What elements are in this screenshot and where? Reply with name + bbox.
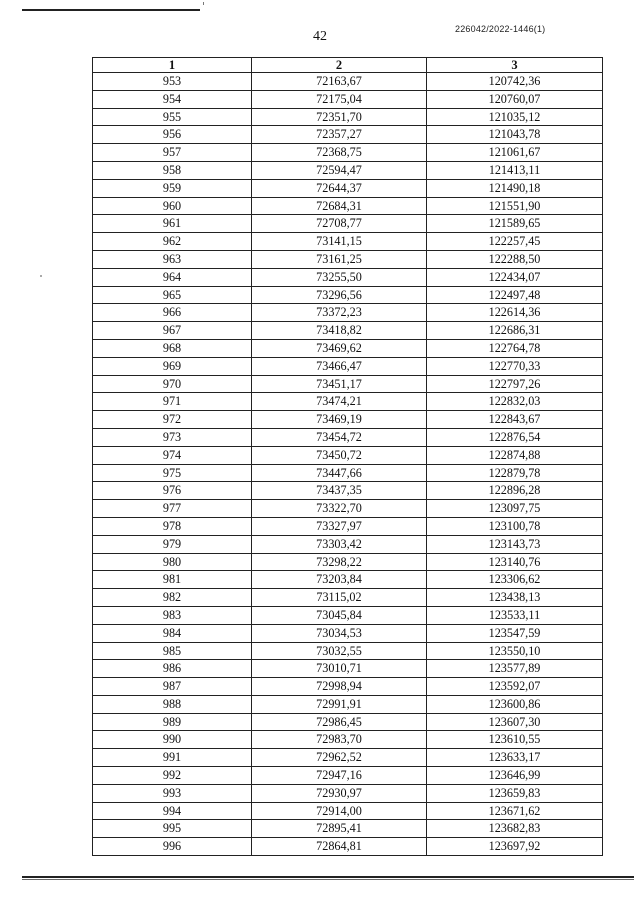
table-cell-col-3: 121551,90 <box>427 197 603 215</box>
table-row <box>93 215 603 233</box>
table-cell-col-1: 959 <box>93 179 252 197</box>
table-cell-col-1: 995 <box>93 820 252 838</box>
table-body <box>93 73 603 856</box>
table-row <box>93 820 603 838</box>
table-row <box>93 411 603 429</box>
table-row <box>93 428 603 446</box>
table-row <box>93 233 603 251</box>
table-cell-col-3: 123697,92 <box>427 838 603 856</box>
table-cell-col-3: 123633,17 <box>427 749 603 767</box>
table-cell-col-2: 72895,41 <box>252 820 427 838</box>
table-cell-col-1: 972 <box>93 411 252 429</box>
table-cell-col-3: 122614,36 <box>427 304 603 322</box>
table-row <box>93 517 603 535</box>
table-cell-col-1: 958 <box>93 161 252 179</box>
table-cell-col-1: 956 <box>93 126 252 144</box>
table-cell-col-2: 73032,55 <box>252 642 427 660</box>
table-cell-col-2: 73045,84 <box>252 606 427 624</box>
table-cell-col-2: 72998,94 <box>252 678 427 696</box>
coordinates-table <box>92 57 603 856</box>
table-cell-col-3: 122686,31 <box>427 322 603 340</box>
table-row <box>93 535 603 553</box>
scan-speck <box>40 275 42 277</box>
table-row <box>93 446 603 464</box>
table-row <box>93 784 603 802</box>
table-row <box>93 660 603 678</box>
table-cell-col-2: 73418,82 <box>252 322 427 340</box>
table-row <box>93 393 603 411</box>
table-cell-col-3: 121490,18 <box>427 179 603 197</box>
table-row <box>93 606 603 624</box>
table-cell-col-2: 72684,31 <box>252 197 427 215</box>
table-cell-col-2: 73322,70 <box>252 500 427 518</box>
table-cell-col-2: 72864,81 <box>252 838 427 856</box>
column-header-2: 2 <box>252 58 427 73</box>
table-cell-col-1: 968 <box>93 339 252 357</box>
table-row <box>93 126 603 144</box>
table-cell-col-2: 73298,22 <box>252 553 427 571</box>
table-cell-col-3: 123659,83 <box>427 784 603 802</box>
table-cell-col-3: 123592,07 <box>427 678 603 696</box>
table-cell-col-2: 73469,19 <box>252 411 427 429</box>
table-cell-col-1: 973 <box>93 428 252 446</box>
table-row <box>93 464 603 482</box>
table-cell-col-3: 123100,78 <box>427 517 603 535</box>
table-row <box>93 713 603 731</box>
table-row <box>93 339 603 357</box>
table-row <box>93 375 603 393</box>
table-cell-col-3: 123610,55 <box>427 731 603 749</box>
table-cell-col-1: 984 <box>93 624 252 642</box>
table-cell-col-2: 72930,97 <box>252 784 427 802</box>
table-cell-col-2: 73447,66 <box>252 464 427 482</box>
table-cell-col-1: 955 <box>93 108 252 126</box>
table-cell-col-1: 967 <box>93 322 252 340</box>
table-cell-col-3: 123097,75 <box>427 500 603 518</box>
table-cell-col-1: 965 <box>93 286 252 304</box>
table-cell-col-3: 123140,76 <box>427 553 603 571</box>
table-cell-col-2: 72175,04 <box>252 90 427 108</box>
table-row <box>93 553 603 571</box>
table-cell-col-2: 73303,42 <box>252 535 427 553</box>
table-cell-col-2: 73296,56 <box>252 286 427 304</box>
table-row <box>93 108 603 126</box>
table-cell-col-1: 981 <box>93 571 252 589</box>
table-row <box>93 624 603 642</box>
table-cell-col-3: 120742,36 <box>427 73 603 91</box>
table-cell-col-3: 122770,33 <box>427 357 603 375</box>
table-cell-col-3: 123533,11 <box>427 606 603 624</box>
table-cell-col-1: 996 <box>93 838 252 856</box>
table-cell-col-1: 957 <box>93 144 252 162</box>
table-cell-col-1: 994 <box>93 802 252 820</box>
table-cell-col-3: 122764,78 <box>427 339 603 357</box>
table-cell-col-1: 986 <box>93 660 252 678</box>
table-cell-col-2: 72991,91 <box>252 695 427 713</box>
table-cell-col-1: 991 <box>93 749 252 767</box>
table-row <box>93 357 603 375</box>
table-cell-col-1: 989 <box>93 713 252 731</box>
table-cell-col-2: 73469,62 <box>252 339 427 357</box>
table-cell-col-2: 73255,50 <box>252 268 427 286</box>
table-cell-col-3: 123306,62 <box>427 571 603 589</box>
table-cell-col-1: 964 <box>93 268 252 286</box>
table-row <box>93 571 603 589</box>
table-cell-col-1: 974 <box>93 446 252 464</box>
table-row <box>93 73 603 91</box>
table-cell-col-3: 122879,78 <box>427 464 603 482</box>
table-cell-col-1: 988 <box>93 695 252 713</box>
table-cell-col-2: 72914,00 <box>252 802 427 820</box>
table-row <box>93 642 603 660</box>
table-cell-col-2: 73203,84 <box>252 571 427 589</box>
table-cell-col-3: 123671,62 <box>427 802 603 820</box>
table-cell-col-1: 982 <box>93 589 252 607</box>
table-cell-col-2: 72368,75 <box>252 144 427 162</box>
table-cell-col-2: 73115,02 <box>252 589 427 607</box>
table-cell-col-3: 122896,28 <box>427 482 603 500</box>
table-cell-col-1: 980 <box>93 553 252 571</box>
scan-mark <box>203 2 204 5</box>
table-cell-col-2: 73450,72 <box>252 446 427 464</box>
table-cell-col-2: 72357,27 <box>252 126 427 144</box>
table-row <box>93 179 603 197</box>
table-cell-col-3: 122288,50 <box>427 250 603 268</box>
bottom-rule-secondary <box>22 879 634 880</box>
table-cell-col-3: 121413,11 <box>427 161 603 179</box>
table-row <box>93 802 603 820</box>
table-cell-col-3: 121061,67 <box>427 144 603 162</box>
table-cell-col-3: 123646,99 <box>427 767 603 785</box>
table-cell-col-1: 970 <box>93 375 252 393</box>
table-cell-col-3: 121043,78 <box>427 126 603 144</box>
table-cell-col-3: 120760,07 <box>427 90 603 108</box>
table-row <box>93 500 603 518</box>
table-cell-col-2: 72594,47 <box>252 161 427 179</box>
table-cell-col-3: 122843,67 <box>427 411 603 429</box>
table-row <box>93 695 603 713</box>
table-row <box>93 838 603 856</box>
table-cell-col-2: 73010,71 <box>252 660 427 678</box>
table-row <box>93 161 603 179</box>
table-cell-col-3: 123600,86 <box>427 695 603 713</box>
table-cell-col-2: 73466,47 <box>252 357 427 375</box>
table-cell-col-3: 121035,12 <box>427 108 603 126</box>
table-cell-col-2: 73327,97 <box>252 517 427 535</box>
table-row <box>93 322 603 340</box>
table-cell-col-2: 73141,15 <box>252 233 427 251</box>
table-row <box>93 197 603 215</box>
table-cell-col-1: 962 <box>93 233 252 251</box>
table-cell-col-3: 121589,65 <box>427 215 603 233</box>
table-cell-col-3: 122257,45 <box>427 233 603 251</box>
table-row <box>93 731 603 749</box>
table-cell-col-1: 953 <box>93 73 252 91</box>
table-cell-col-3: 122876,54 <box>427 428 603 446</box>
table-cell-col-2: 72351,70 <box>252 108 427 126</box>
table-row <box>93 767 603 785</box>
table-row <box>93 678 603 696</box>
table-cell-col-2: 72947,16 <box>252 767 427 785</box>
table-row <box>93 90 603 108</box>
table-cell-col-3: 122497,48 <box>427 286 603 304</box>
table-row <box>93 589 603 607</box>
table-cell-col-1: 987 <box>93 678 252 696</box>
table-row <box>93 144 603 162</box>
column-header-3: 3 <box>427 58 603 73</box>
table-cell-col-1: 992 <box>93 767 252 785</box>
table-cell-col-2: 72962,52 <box>252 749 427 767</box>
table-cell-col-3: 123577,89 <box>427 660 603 678</box>
document-reference: 226042/2022-1446(1) <box>455 24 546 34</box>
table-cell-col-2: 73161,25 <box>252 250 427 268</box>
table-cell-col-2: 72983,70 <box>252 731 427 749</box>
table-cell-col-1: 978 <box>93 517 252 535</box>
table-cell-col-2: 72708,77 <box>252 215 427 233</box>
table-cell-col-2: 72644,37 <box>252 179 427 197</box>
table-cell-col-2: 73474,21 <box>252 393 427 411</box>
table-cell-col-3: 122832,03 <box>427 393 603 411</box>
table-cell-col-2: 72163,67 <box>252 73 427 91</box>
table-cell-col-1: 983 <box>93 606 252 624</box>
table-cell-col-3: 122797,26 <box>427 375 603 393</box>
table-header-row <box>93 58 603 73</box>
column-header-1: 1 <box>93 58 252 73</box>
table-cell-col-3: 123607,30 <box>427 713 603 731</box>
table-row <box>93 749 603 767</box>
table-cell-col-2: 72986,45 <box>252 713 427 731</box>
table-cell-col-2: 73034,53 <box>252 624 427 642</box>
table-cell-col-3: 123547,59 <box>427 624 603 642</box>
table-cell-col-1: 976 <box>93 482 252 500</box>
table-cell-col-3: 123550,10 <box>427 642 603 660</box>
table-cell-col-3: 123143,73 <box>427 535 603 553</box>
table-cell-col-1: 993 <box>93 784 252 802</box>
table-cell-col-1: 954 <box>93 90 252 108</box>
bottom-rule <box>22 876 634 878</box>
table-cell-col-2: 73454,72 <box>252 428 427 446</box>
table-row <box>93 304 603 322</box>
table-row <box>93 286 603 304</box>
table-cell-col-2: 73372,23 <box>252 304 427 322</box>
table-cell-col-3: 122434,07 <box>427 268 603 286</box>
page-number: 42 <box>313 29 327 44</box>
table-cell-col-3: 122874,88 <box>427 446 603 464</box>
table-cell-col-1: 960 <box>93 197 252 215</box>
table-cell-col-1: 966 <box>93 304 252 322</box>
table-row <box>93 250 603 268</box>
table-cell-col-2: 73451,17 <box>252 375 427 393</box>
table-cell-col-1: 969 <box>93 357 252 375</box>
table-cell-col-1: 990 <box>93 731 252 749</box>
table-cell-col-1: 977 <box>93 500 252 518</box>
top-rule <box>22 9 200 11</box>
table-cell-col-1: 975 <box>93 464 252 482</box>
table-row <box>93 482 603 500</box>
table-cell-col-3: 123682,83 <box>427 820 603 838</box>
table-cell-col-3: 123438,13 <box>427 589 603 607</box>
table-row <box>93 268 603 286</box>
table-cell-col-1: 971 <box>93 393 252 411</box>
table-cell-col-1: 963 <box>93 250 252 268</box>
table-cell-col-1: 985 <box>93 642 252 660</box>
table-cell-col-1: 961 <box>93 215 252 233</box>
table-cell-col-1: 979 <box>93 535 252 553</box>
table-cell-col-2: 73437,35 <box>252 482 427 500</box>
